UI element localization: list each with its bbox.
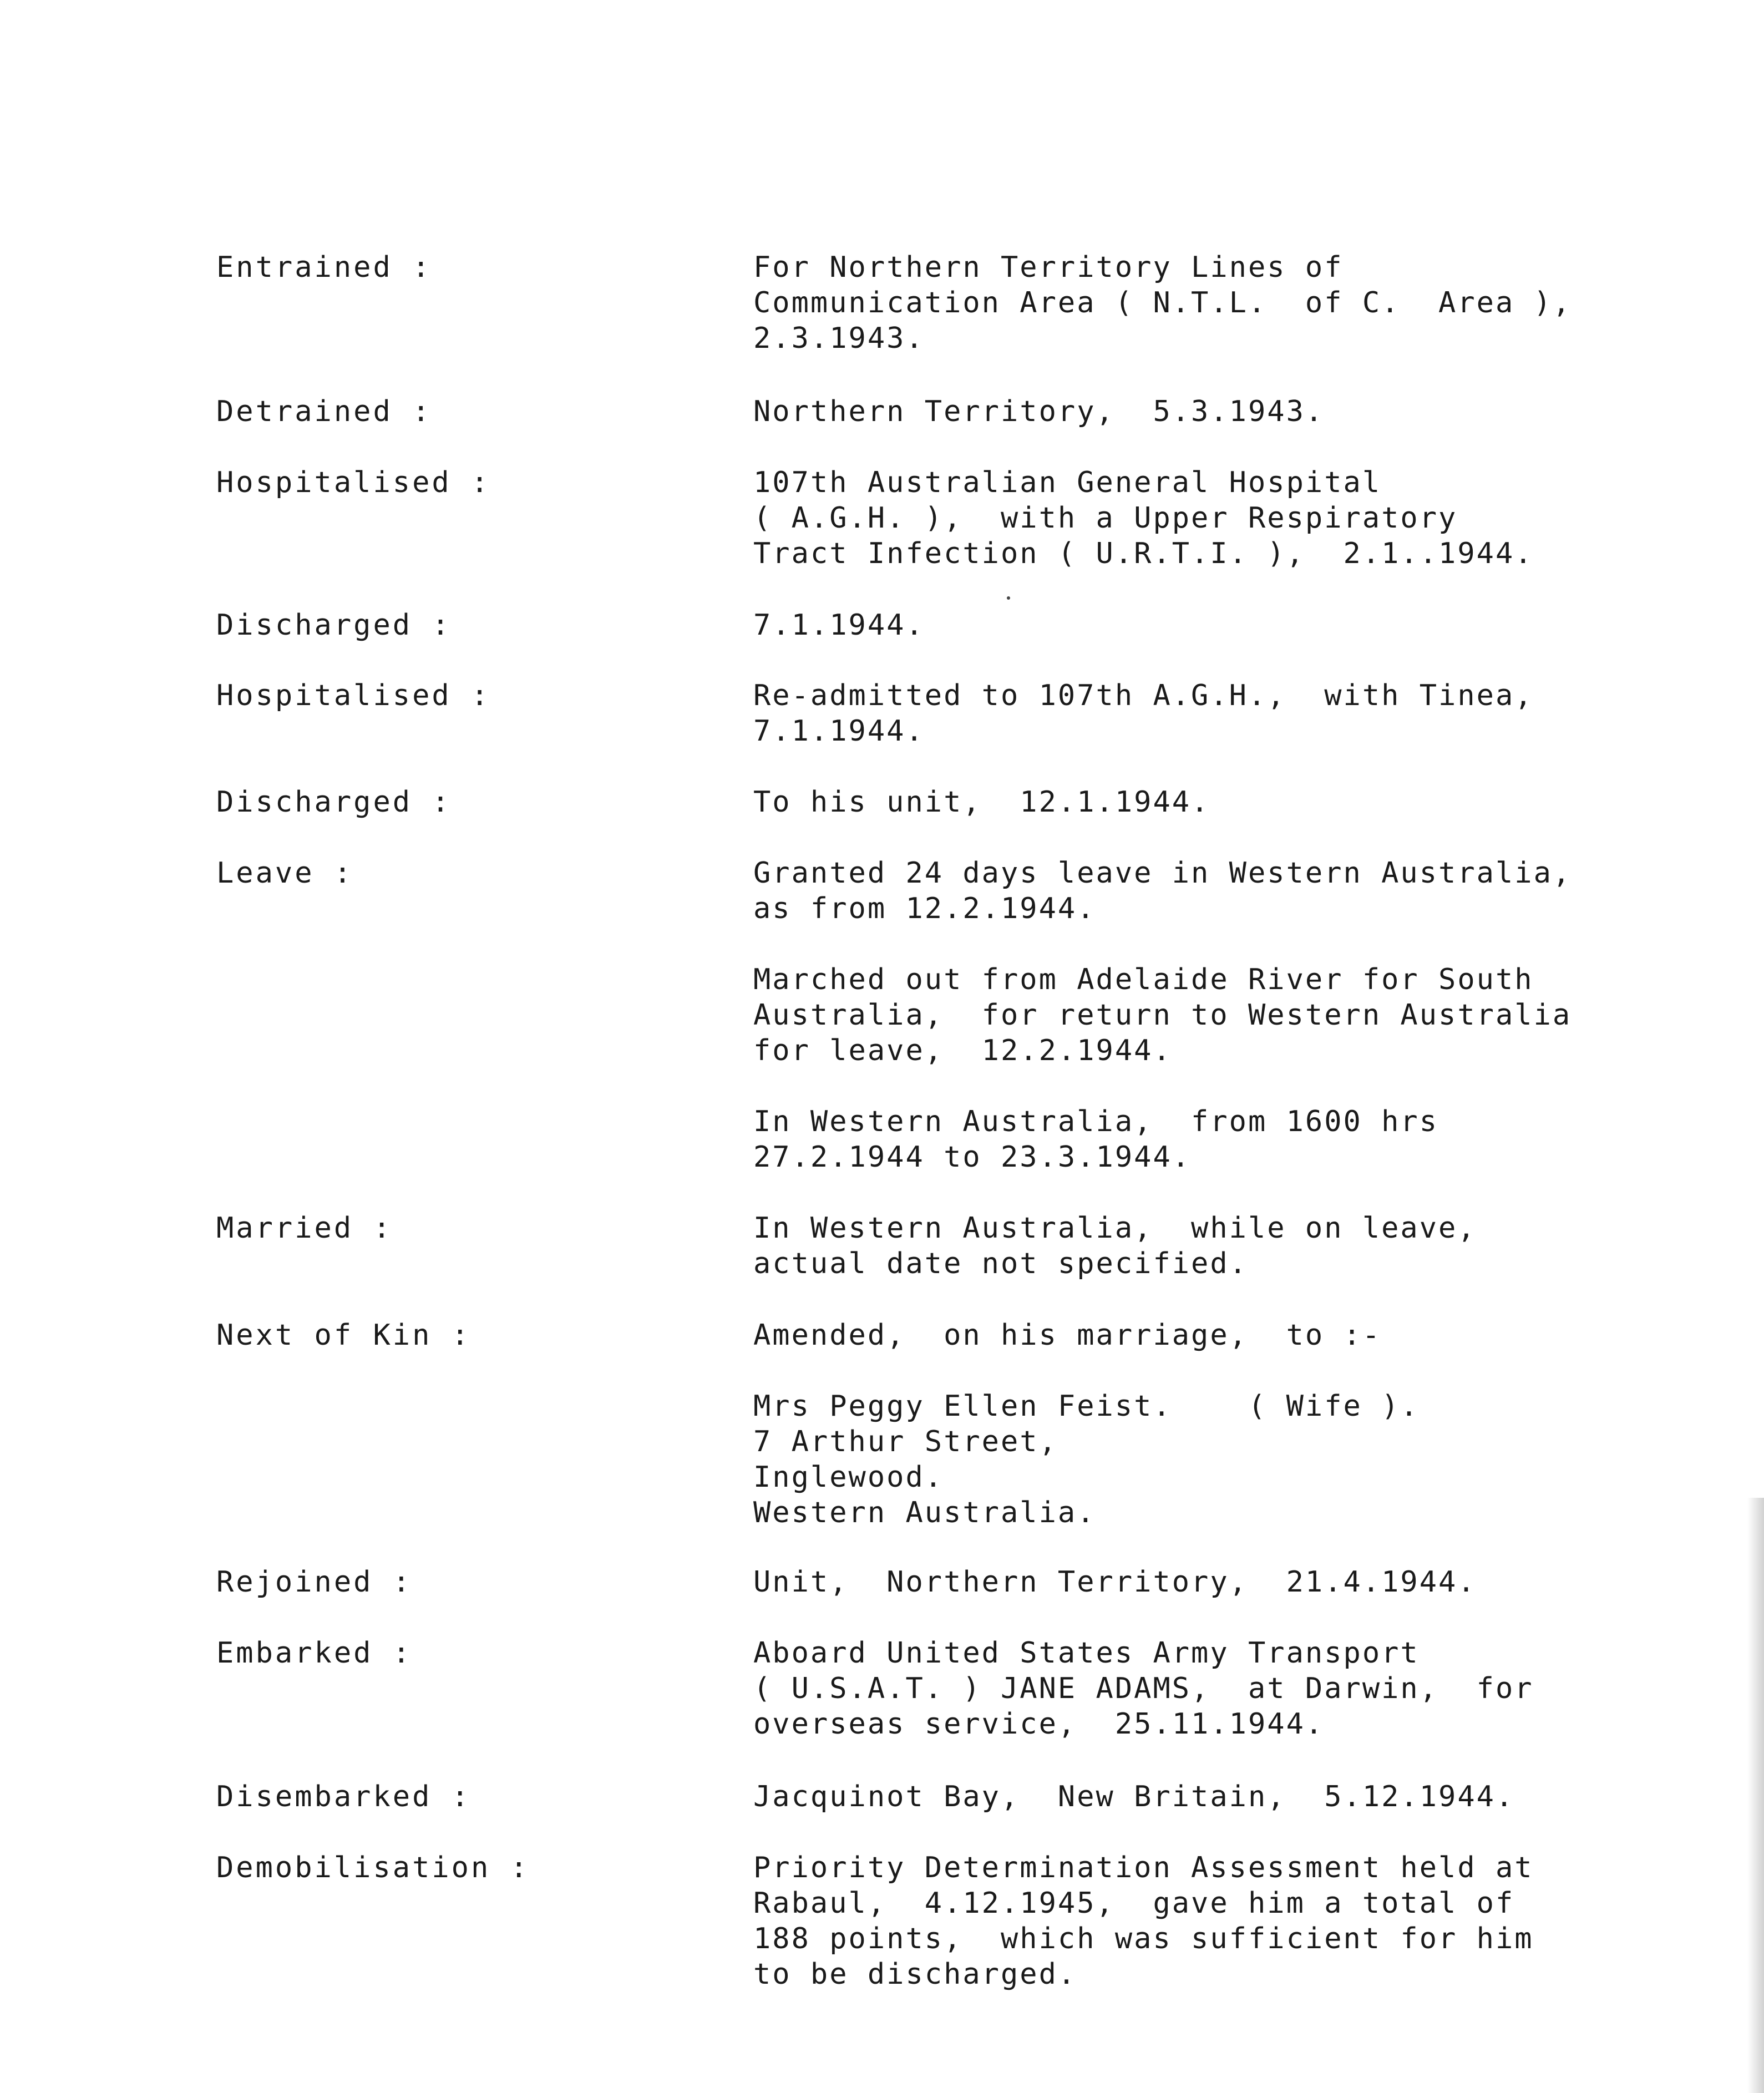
entry-text-line: Australia, for return to Western Australia — [753, 999, 1572, 1032]
entry-paragraph — [753, 784, 1696, 820]
entry-value — [753, 1564, 1696, 1600]
entry-label: Entrained : — [216, 251, 432, 284]
entry-label: Disembarked : — [216, 1780, 471, 1813]
entry-text-line: Northern Territory, 5.3.1943. — [753, 395, 1325, 428]
entry-value — [753, 1317, 1696, 1531]
entry-value — [753, 1850, 1696, 1992]
entry-text-line: Inglewood. — [753, 1461, 944, 1494]
entry-text-line: Rabaul, 4.12.1945, gave him a total of — [753, 1887, 1515, 1920]
entry-text-line: as from 12.2.1944. — [753, 892, 1096, 925]
entry-value — [753, 607, 1696, 643]
entry-text-line: Communication Area ( N.T.L. of C. Area ), — [753, 286, 1572, 320]
entry-text-line: for leave, 12.2.1944. — [753, 1034, 1172, 1067]
entry-value — [753, 855, 1696, 1175]
entry-paragraph — [753, 1850, 1696, 1992]
entry-paragraph — [753, 855, 1696, 926]
entry-paragraph — [753, 678, 1696, 749]
entry-label: Hospitalised : — [216, 466, 491, 499]
entry-paragraph — [753, 250, 1696, 356]
entry-label: Discharged : — [216, 609, 452, 642]
entry-label: Detrained : — [216, 395, 432, 428]
entry-text-line: to be discharged. — [753, 1958, 1077, 1991]
entry-value — [753, 1635, 1696, 1742]
entry-text-line: Granted 24 days leave in Western Australia, — [753, 857, 1572, 890]
entry-text-line: Unit, Northern Territory, 21.4.1944. — [753, 1565, 1477, 1599]
entry-text-line: In Western Australia, from 1600 hrs — [753, 1105, 1439, 1138]
entry-value — [753, 1210, 1696, 1281]
entry-text-line: 7.1.1944. — [753, 714, 925, 748]
entry-paragraph — [753, 1104, 1696, 1175]
entry-text-line: 27.2.1944 to 23.3.1944. — [753, 1141, 1192, 1174]
entry-text-line: 188 points, which was sufficient for him — [753, 1922, 1534, 1955]
entry-text-line: In Western Australia, while on leave, — [753, 1212, 1477, 1245]
entry-text-line: Mrs Peggy Ellen Feist. ( Wife ). — [753, 1390, 1420, 1423]
entry-text-line: Amended, on his marriage, to :- — [753, 1319, 1382, 1352]
entry-paragraph — [753, 465, 1696, 571]
entry-label: Discharged : — [216, 785, 452, 819]
entry-text-line: For Northern Territory Lines of — [753, 251, 1344, 284]
entry-text-line: Priority Determination Assessment held at — [753, 1851, 1534, 1884]
entry-text-line: actual date not specified. — [753, 1247, 1248, 1280]
entry-paragraph — [753, 1564, 1696, 1600]
entry-value — [753, 250, 1696, 356]
entry-label: Rejoined : — [216, 1565, 413, 1599]
entry-text-line: 7.1.1944. — [753, 609, 925, 642]
entry-paragraph — [753, 1635, 1696, 1742]
entry-value — [753, 1779, 1696, 1815]
entry-text-line: To his unit, 12.1.1944. — [753, 785, 1210, 819]
entry-text-line: 7 Arthur Street, — [753, 1425, 1058, 1458]
entry-text-line: overseas service, 25.11.1944. — [753, 1707, 1325, 1741]
entry-text-line: Western Australia. — [753, 1496, 1096, 1529]
entry-value — [753, 784, 1696, 820]
entry-paragraph — [753, 962, 1696, 1068]
entry-label: Next of Kin : — [216, 1319, 471, 1352]
entry-text-line: Aboard United States Army Transport — [753, 1636, 1420, 1670]
entry-text-line: 2.3.1943. — [753, 322, 925, 355]
entry-text-line: Re-admitted to 107th A.G.H., with Tinea, — [753, 679, 1534, 712]
entry-text-line: Marched out from Adelaide River for South — [753, 963, 1534, 996]
entry-paragraph — [753, 1317, 1696, 1353]
entry-paragraph — [753, 1210, 1696, 1281]
entry-paragraph — [753, 394, 1696, 429]
entry-value — [753, 465, 1696, 571]
entry-value — [753, 394, 1696, 429]
entry-text-line: 107th Australian General Hospital — [753, 466, 1382, 499]
page-edge-shadow — [1747, 1498, 1764, 2093]
entry-value — [753, 678, 1696, 749]
entry-paragraph — [753, 1779, 1696, 1815]
entry-paragraph — [753, 607, 1696, 643]
entry-text-line: ( U.S.A.T. ) JANE ADAMS, at Darwin, for — [753, 1672, 1534, 1705]
entry-label: Embarked : — [216, 1636, 413, 1670]
entry-text-line: Tract Infection ( U.R.T.I. ), 2.1..1944. — [753, 537, 1534, 570]
entry-label: Demobilisation : — [216, 1851, 530, 1884]
entry-paragraph — [753, 1388, 1696, 1531]
entry-label: Married : — [216, 1212, 393, 1245]
entry-text-line: ( A.G.H. ), with a Upper Respiratory — [753, 501, 1458, 535]
entry-label: Leave : — [216, 857, 354, 890]
entry-text-line: Jacquinot Bay, New Britain, 5.12.1944. — [753, 1780, 1515, 1813]
entry-label: Hospitalised : — [216, 679, 491, 712]
scan-speck — [1007, 596, 1010, 600]
